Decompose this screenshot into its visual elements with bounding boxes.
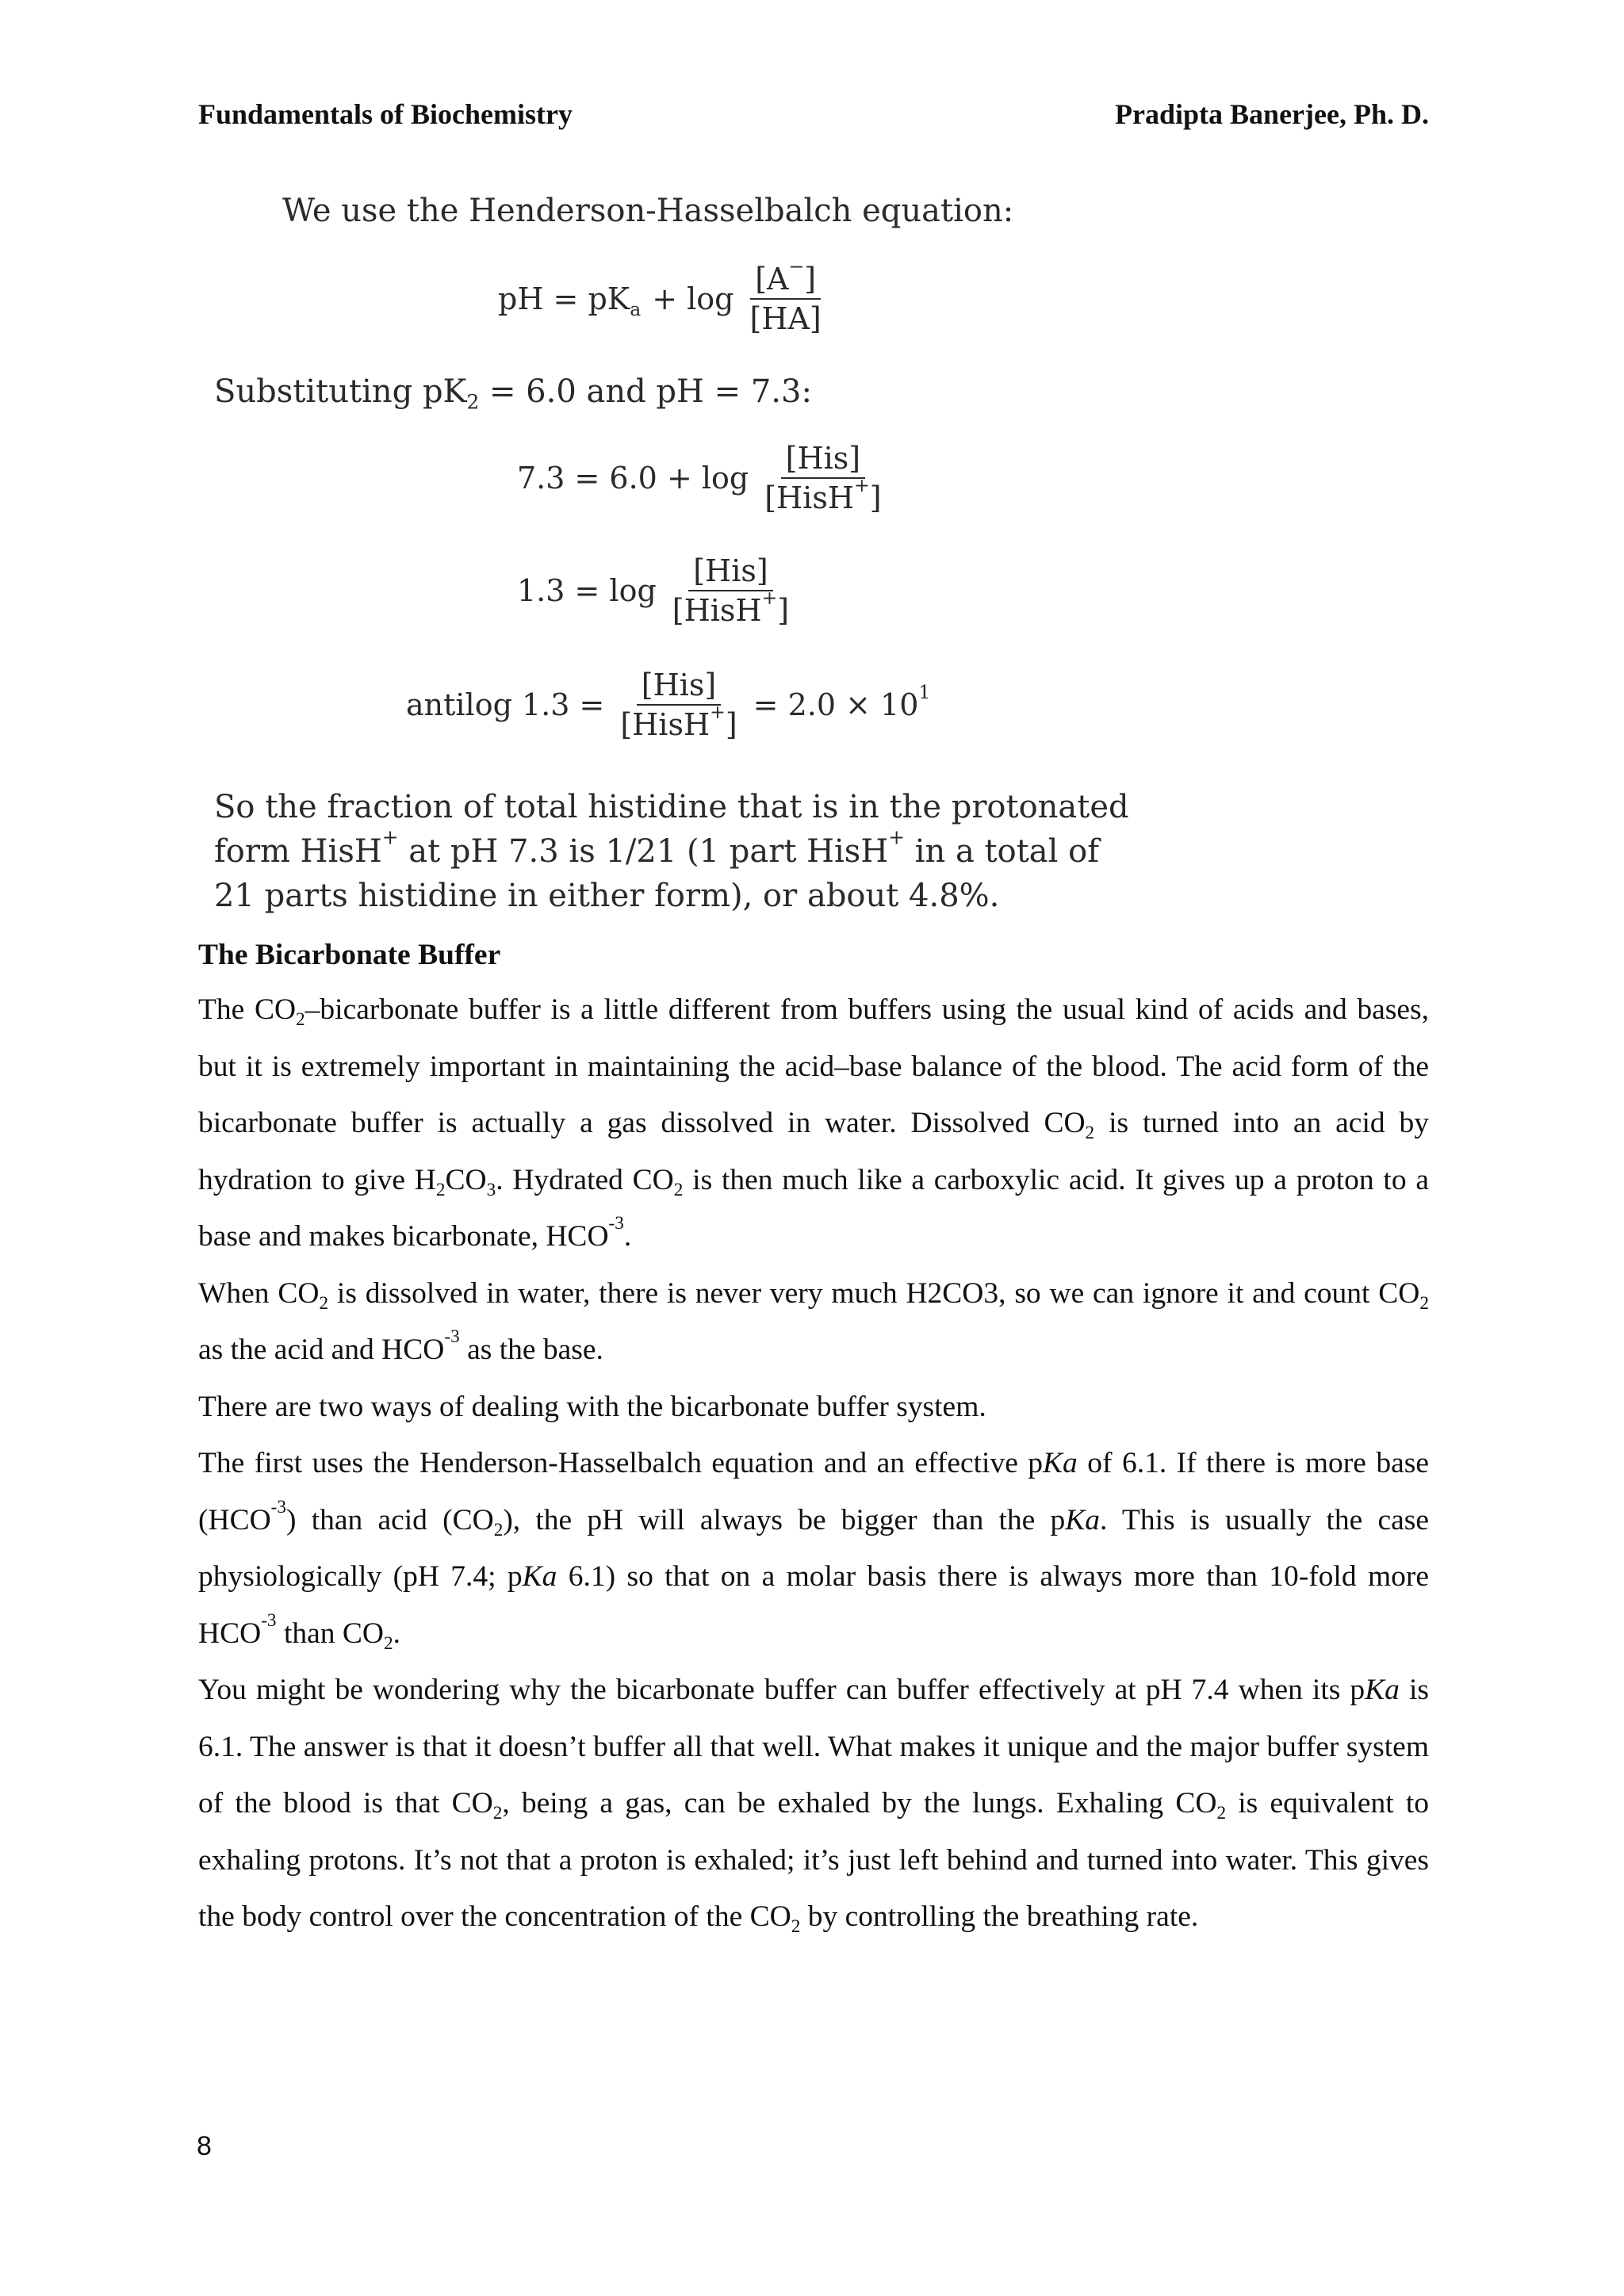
scan-substitution-line: Substituting $pK_2 = 6.0$ and pH = 7.3: [214, 373, 812, 414]
scan-intro: We use the Henderson-Hasselbalch equation: [282, 193, 1014, 229]
paragraph-3: There are two ways of dealing with the bicarbonate buffer system. [198, 1390, 986, 1423]
paragraph-5: You might be wondering why the bicarbonate buffer can buffer effectively at pH 7.4 when its pKa is 6.1. The answer is that it doesn’t buffer all that well. What makes it unique and the major buffer system of the blood is that $CO_2$, being a gas, can be exhaled by the lungs. Exhaling $CO_2$ is equivalent to exhaling protons. It’s not that a proton is exhaled; it’s just left behind and turned into water. This gives the body control over the concentration of the $CO_2$ by controlling the breathing rate. [198, 1674, 1430, 1938]
section-heading: The Bicarbonate Buffer [198, 939, 501, 971]
scan-conclusion-line-1: So the fraction of total histidine that is in the protonated [214, 789, 1129, 825]
scan-conclusion-line-3: 21 parts histidine in either form), or about 4.8%. [214, 878, 1000, 914]
equation-henderson-hasselbalch: pH = $pK_a$ + log $\frac{[A^-]}{[HA]}$ [498, 254, 822, 336]
scanned-worked-example [213, 190, 1129, 920]
paragraph-1: The $CO_2$–bicarbonate buffer is a little different from buffers using the usual kind of acids and bases, but it is extremely important in maintaining the acid–base balance of the blood. The acid form of the bicarbonate buffer is actually a gas dissolved in water. Dissolved $CO_2$ is turned into an acid by hydration to give $H_2CO_3$. Hydrated $CO_2$ is then much like a carboxylic acid. It gives up a proton to a base and makes bicarbonate, $HCO^{-3}$. [198, 993, 1429, 1253]
equation-step-2: 1.3 = log $\frac{\text{[His]}}{[HisH^+]}$ [517, 553, 790, 628]
equation-step-3: antilog 1.3 = $\frac{\text{[His]}}{[HisH^+]}$ = $2.0 \times 10^1$ [406, 668, 931, 742]
equation-step-1: 7.3 = 6.0 + log $\frac{\text{[His]}}{[HisH^+]}$ [517, 441, 882, 515]
running-header [198, 97, 1429, 132]
scan-conclusion-line-2: form HisH+ at pH 7.3 is 1/21 (1 part HisH+ in a total of [214, 825, 1100, 870]
page-number: 8 [197, 2131, 212, 2161]
paragraph-4: The first uses the Henderson-Hasselbalch equation and an effective pKa of 6.1. If there is more base $(HCO^{-3})$ than acid $(CO_2)$, the pH will always be bigger than the pKa. This is usually the case physiologically (pH 7.4; pKa 6.1) so that on a molar basis there is always more than 10-fold more $HCO^{-3}$ than $CO_2$. [198, 1447, 1430, 1654]
body-text [198, 929, 1429, 1946]
paragraph-2: When $CO_2$ is dissolved in water, there is never very much H2CO3, so we can ignore it and count $CO_2$ as the acid and $HCO^{-3}$ as the base. [198, 1276, 1429, 1366]
author-name: Pradipta Banerjee, Ph. D. [1115, 98, 1429, 130]
book-title: Fundamentals of Biochemistry [198, 98, 573, 130]
